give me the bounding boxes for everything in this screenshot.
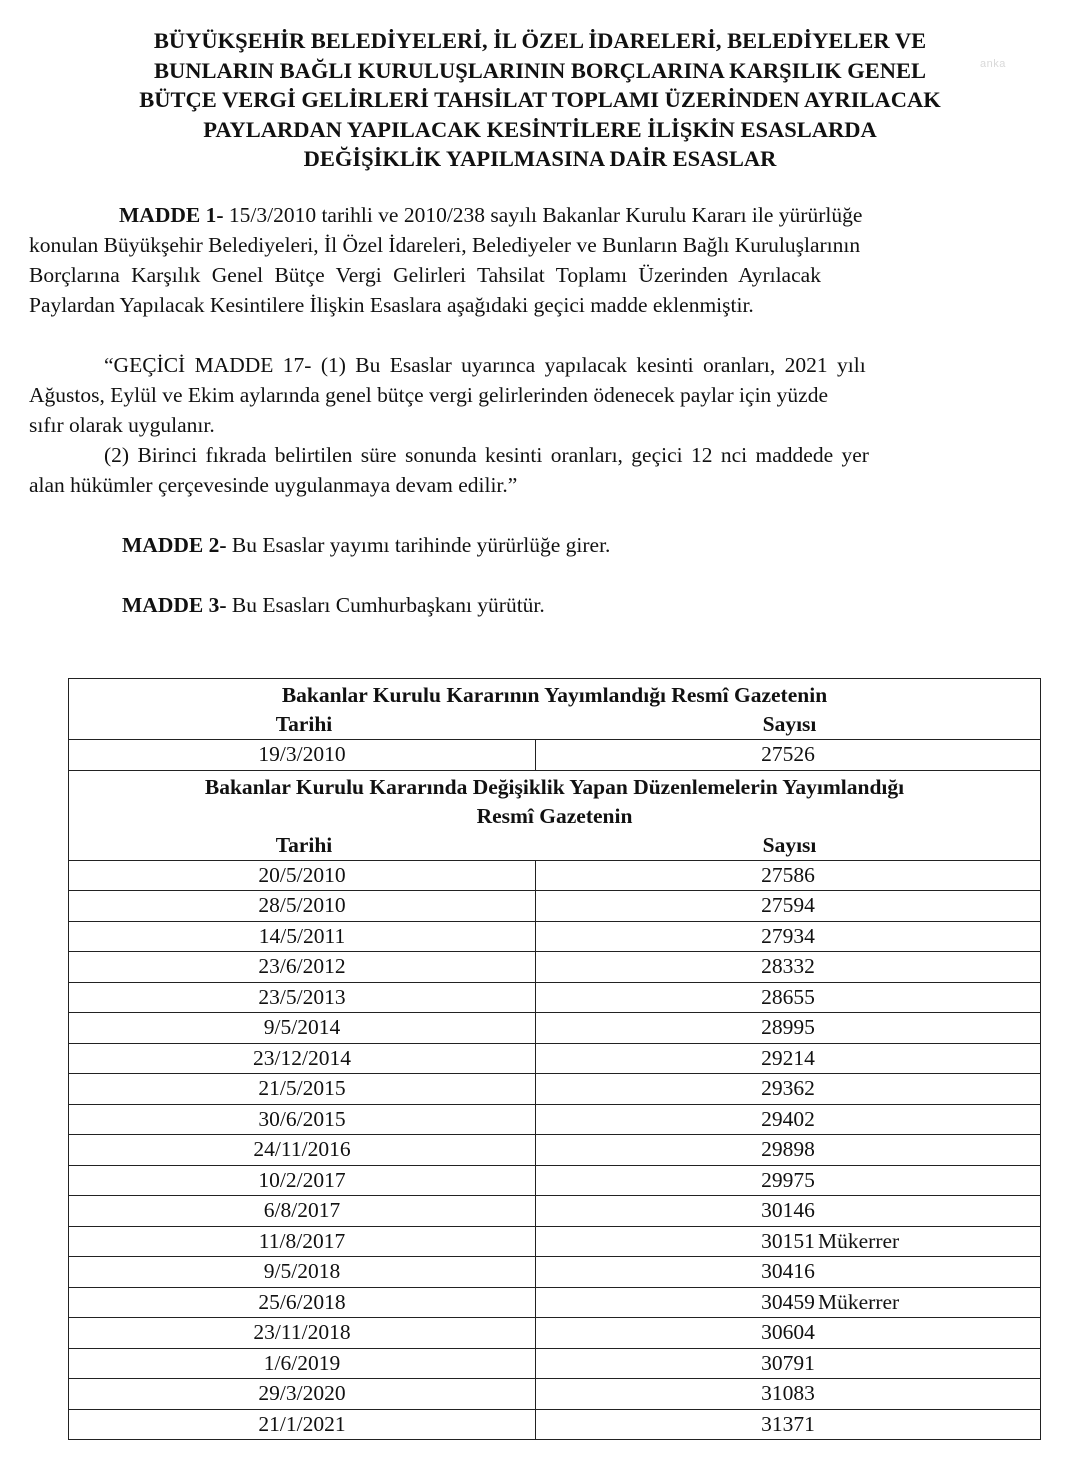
madde-1-label: MADDE 1-: [119, 203, 224, 227]
row-date: 28/5/2010: [69, 891, 536, 922]
table-row: [69, 1348, 1041, 1379]
row-number: 28655: [761, 984, 815, 1009]
madde-2-label: MADDE 2-: [122, 533, 227, 557]
row-date: 19/3/2010: [69, 740, 536, 771]
row-number-cell: [536, 1318, 1041, 1349]
table-row: [69, 1409, 1041, 1440]
table-row: [69, 1318, 1041, 1349]
document-title: [40, 26, 1040, 174]
row-number-cell: [536, 1074, 1041, 1105]
row-number: 30791: [761, 1350, 815, 1375]
row-number: 29402: [761, 1106, 815, 1131]
watermark: anka: [980, 58, 1006, 70]
madde-2-paragraph: [29, 530, 1053, 560]
column-header-date: Tarihi: [275, 712, 333, 736]
table-header-title: Resmî Gazetenin: [476, 803, 633, 828]
row-date: 25/6/2018: [69, 1287, 536, 1318]
row-number: 31083: [761, 1381, 815, 1406]
row-number: 29214: [761, 1045, 815, 1070]
table-row: [69, 1379, 1041, 1410]
row-date: 9/5/2018: [69, 1257, 536, 1288]
row-number: 27594: [761, 893, 815, 918]
title-line: PAYLARDAN YAPILACAK KESİNTİLERE İLİŞKİN ESASLARDA: [203, 116, 877, 142]
table-row: [69, 1104, 1041, 1135]
madde-3-text: Bu Esasları Cumhurbaşkanı yürütür.: [226, 593, 545, 617]
row-number: 28332: [761, 954, 815, 979]
row-number-cell: [536, 1196, 1041, 1227]
row-number: 30604: [761, 1320, 815, 1345]
row-number: 29362: [761, 1076, 815, 1101]
row-number-cell: [536, 1226, 1041, 1257]
row-date: 23/5/2013: [69, 982, 536, 1013]
row-number: 30151: [761, 1228, 815, 1253]
gecici-madde-text: “GEÇİCİ MADDE 17- (1) Bu Esaslar uyarınca yapılacak kesinti oranları, 2021 yılı: [104, 353, 866, 377]
table-row: [69, 1287, 1041, 1318]
row-number-cell: [536, 1287, 1041, 1318]
row-number-cell: [536, 1043, 1041, 1074]
row-date: 10/2/2017: [69, 1165, 536, 1196]
row-date: 21/5/2015: [69, 1074, 536, 1105]
row-date: 14/5/2011: [69, 921, 536, 952]
row-date: 11/8/2017: [69, 1226, 536, 1257]
column-header-date: Tarihi: [275, 832, 333, 857]
gazette-table: [68, 678, 1041, 1440]
row-number-cell: [536, 1409, 1041, 1440]
row-number: 27934: [761, 923, 815, 948]
gecici-madde-text: Ağustos, Eylül ve Ekim aylarında genel bütçe vergi gelirlerinden ödenecek paylar için yüzde: [29, 383, 829, 407]
madde-3-paragraph: [29, 590, 1053, 620]
row-date: 20/5/2010: [69, 860, 536, 891]
row-number: 27526: [536, 740, 1041, 771]
row-number-cell: [536, 860, 1041, 891]
row-number: 28995: [761, 1015, 815, 1040]
row-number: 31371: [761, 1411, 815, 1436]
row-number-cell: [536, 1348, 1041, 1379]
gecici-madde-text: alan hükümler çerçevesinde uygulanmaya devam edilir.”: [29, 473, 518, 497]
row-number-cell: [536, 1135, 1041, 1166]
table-row: [69, 982, 1041, 1013]
row-date: 30/6/2015: [69, 1104, 536, 1135]
row-number: 30416: [761, 1259, 815, 1284]
table-row: [69, 1165, 1041, 1196]
madde-1-text: Paylardan Yapılacak Kesintilere İlişkin Esaslara aşağıdaki geçici madde eklenmiştir.: [29, 293, 754, 317]
gecici-madde-paragraph: [29, 350, 1053, 500]
madde-1-paragraph: [29, 200, 1053, 320]
row-date: 24/11/2016: [69, 1135, 536, 1166]
table-row: [69, 1013, 1041, 1044]
table-header-row: [69, 770, 1041, 860]
row-date: 1/6/2019: [69, 1348, 536, 1379]
row-number-cell: [536, 1379, 1041, 1410]
table-header-row: [69, 679, 1041, 740]
table-row: [69, 952, 1041, 983]
table-row: [69, 1257, 1041, 1288]
table-header-title: Bakanlar Kurulu Kararında Değişiklik Yapan Düzenlemelerin Yayımlandığı: [204, 774, 905, 799]
title-line: BÜTÇE VERGİ GELİRLERİ TAHSİLAT TOPLAMI ÜZERİNDEN AYRILACAK: [139, 87, 941, 112]
column-header-number: Sayısı: [762, 832, 817, 857]
table-row: [69, 1196, 1041, 1227]
row-number-cell: [536, 1165, 1041, 1196]
row-date: 23/6/2012: [69, 952, 536, 983]
gecici-madde-text: (2) Birinci fıkrada belirtilen süre sonunda kesinti oranları, geçici 12 nci maddede yer: [104, 443, 869, 467]
title-line: DEĞİŞİKLİK YAPILMASINA DAİR ESASLAR: [303, 146, 777, 171]
table-row: [69, 1135, 1041, 1166]
row-number-cell: [536, 891, 1041, 922]
row-number-cell: [536, 982, 1041, 1013]
title-line: BÜYÜKŞEHİR BELEDİYELERİ, İL ÖZEL İDARELERİ, BELEDİYELER VE: [153, 28, 927, 53]
row-number: 30146: [761, 1198, 815, 1223]
row-number: 29898: [761, 1137, 815, 1162]
table-row: [69, 740, 1041, 771]
madde-3-label: MADDE 3-: [122, 593, 227, 617]
madde-1-text: Borçlarına Karşılık Genel Bütçe Vergi Gelirleri Tahsilat Toplamı Üzerinden Ayrılacak: [29, 263, 821, 287]
row-date: 21/1/2021: [69, 1409, 536, 1440]
row-date: 6/8/2017: [69, 1196, 536, 1227]
madde-1-text: konulan Büyükşehir Belediyeleri, İl Özel İdareleri, Belediyeler ve Bunların Bağlı Kuruluşlarının: [29, 233, 861, 257]
row-date: 23/11/2018: [69, 1318, 536, 1349]
row-number-cell: [536, 1257, 1041, 1288]
row-number-suffix: Mükerrer: [818, 1289, 900, 1314]
row-date: 23/12/2014: [69, 1043, 536, 1074]
table-row: [69, 1226, 1041, 1257]
madde-2-text: Bu Esaslar yayımı tarihinde yürürlüğe girer.: [226, 533, 611, 557]
title-line: BUNLARIN BAĞLI KURULUŞLARININ BORÇLARINA KARŞILIK GENEL: [153, 57, 927, 83]
column-header-number: Sayısı: [762, 712, 817, 736]
table-row: [69, 1074, 1041, 1105]
row-number-cell: [536, 952, 1041, 983]
gecici-madde-text: sıfır olarak uygulanır.: [29, 413, 215, 437]
table-header-title: Bakanlar Kurulu Kararının Yayımlandığı Resmî Gazetenin: [281, 683, 828, 707]
row-number: 30459: [761, 1289, 815, 1314]
table-row: [69, 891, 1041, 922]
table-row: [69, 1043, 1041, 1074]
row-date: 29/3/2020: [69, 1379, 536, 1410]
row-number-suffix: Mükerrer: [818, 1228, 900, 1253]
table-row: [69, 921, 1041, 952]
row-number: 29975: [761, 1167, 815, 1192]
row-number-cell: [536, 921, 1041, 952]
madde-1-text: 15/3/2010 tarihli ve 2010/238 sayılı Bakanlar Kurulu Kararı ile yürürlüğe: [223, 203, 863, 227]
row-date: 9/5/2014: [69, 1013, 536, 1044]
row-number-cell: [536, 1104, 1041, 1135]
row-number-cell: [536, 1013, 1041, 1044]
table-row: [69, 860, 1041, 891]
row-number: 27586: [761, 862, 815, 887]
